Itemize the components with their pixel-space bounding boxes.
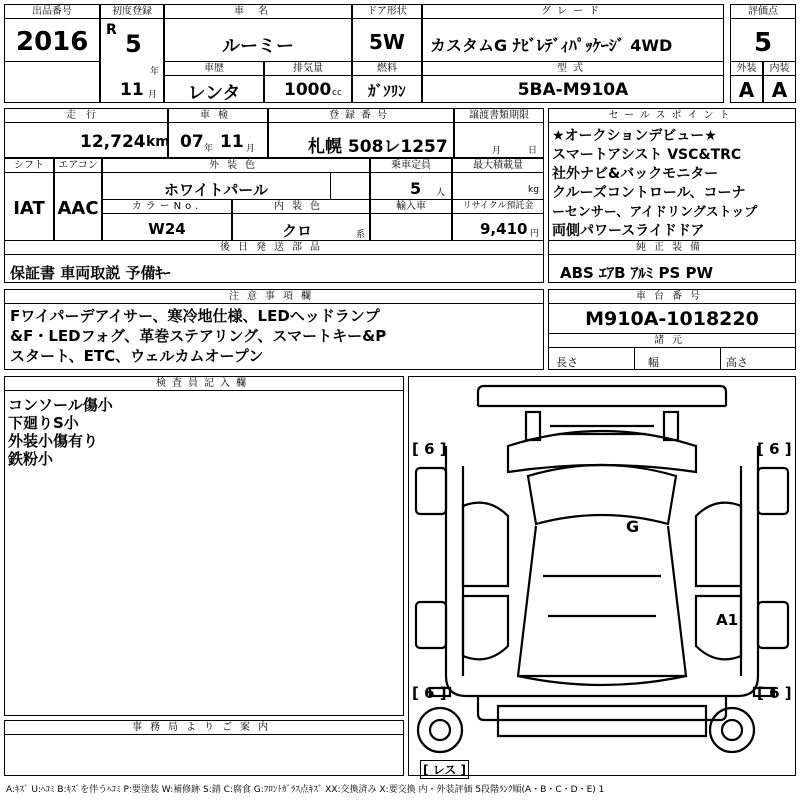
transfer-label: 譲渡書類期限 (454, 108, 544, 123)
history-label: 車歴 (164, 61, 264, 76)
grade-label: グレード (422, 4, 724, 19)
dims-width: 幅 (648, 356, 659, 369)
mileage-unit: km (146, 134, 170, 150)
lot-number: 2016 (16, 27, 89, 57)
inspection-month: 11 (220, 132, 244, 152)
notes-line: スタート、ETC、ウェルカムオープン (10, 347, 264, 365)
notes-label: 注意事項欄 (4, 289, 544, 304)
first-reg-era: R (106, 22, 117, 38)
ac-label: エアコン (54, 158, 102, 173)
mileage-value: 12,724 (80, 132, 146, 152)
sales-line: 社外ナビ&バックモニター (552, 166, 719, 182)
dims-divider-2 (720, 347, 721, 370)
inspector-line: 外装小傷有り (8, 432, 99, 450)
history-value: レンタ (187, 83, 241, 104)
model-value: 5BA-M910A (517, 80, 629, 100)
chassis-value: M910A-1018220 (585, 308, 759, 330)
equip-value: ABS ｴｱB ｱﾙﾐ PS PW (560, 264, 714, 282)
inspector-label: 検査員記入欄 (4, 376, 404, 391)
fuel-value: ｶﾞｿﾘﾝ (368, 82, 406, 100)
recycle-unit: 円 (530, 229, 540, 239)
plate-label: 登録番号 (268, 108, 454, 123)
dims-label: 諸元 (548, 333, 796, 348)
spare-tire-mark: [ レス ] (420, 760, 469, 779)
car-name: ルーミー (222, 36, 294, 57)
displacement-unit: cc (332, 88, 342, 98)
tire-front-left: [ 6 ] (412, 440, 447, 458)
transfer-month: 月 (492, 146, 502, 156)
first-reg-year: 5 (125, 30, 142, 58)
capacity-label: 乗車定員 (370, 158, 452, 173)
lot-lower-cell (4, 61, 100, 103)
load-unit: kg (528, 185, 539, 195)
dims-divider-1 (634, 347, 635, 370)
color-no-label: カラーNo. (102, 199, 232, 214)
first-reg-month: 11 (120, 80, 144, 100)
recycle-value: 9,410 (480, 220, 528, 238)
inspector-line: 鉄粉小 (8, 450, 54, 468)
later-parts-label: 後日発送部品 (4, 240, 544, 255)
notes-line: &F・LEDフォグ、革巻ステアリング、スマートキー&P (10, 327, 387, 345)
capacity-value: 5 (410, 179, 422, 198)
sales-line: ーセンサー、アイドリングストップ (552, 205, 758, 220)
color-value: ホワイトパール (164, 181, 268, 199)
first-reg-month-unit: 月 (148, 90, 158, 100)
later-parts-value: 保証書 車両取説 予備ｷｰ (10, 264, 171, 282)
exterior-label: 外装 (730, 61, 763, 76)
door-label: ドア形状 (352, 4, 422, 19)
grade-value: カスタムG ﾅﾋﾞﾚﾃﾞｨﾊﾟｯｹｰｼﾞ 4WD (430, 36, 673, 55)
door-value: 5W (369, 30, 405, 54)
lot-label: 出品番号 (4, 4, 100, 19)
sales-line: スマートアシスト VSC&TRC (552, 147, 742, 163)
car-name-label: 車名 (164, 4, 352, 19)
interior-value: A (771, 78, 788, 102)
office-label: 事務局よりご案内 (4, 720, 404, 735)
sales-label: セールスポイント (548, 108, 796, 123)
ac-value: AAC (57, 198, 99, 219)
recycle-label: リサイクル預託金 (452, 199, 544, 214)
interior-label: 内装 (763, 61, 796, 76)
damage-mark-g: G (626, 517, 640, 536)
fuel-label: 燃料 (352, 61, 422, 76)
tire-rear-right: [ 6 ] (757, 684, 792, 702)
car-diagram (408, 376, 796, 776)
sales-line: ★オークションデビュー★ (552, 128, 717, 144)
inspection-year: 07 (180, 132, 204, 152)
load-label: 最大積載量 (452, 158, 544, 173)
inspection-month-unit: 月 (246, 144, 256, 154)
inspector-line: コンソール傷小 (8, 396, 113, 414)
int-color-unit: 系 (356, 230, 366, 240)
score-value: 5 (753, 28, 773, 58)
transfer-day: 日 (528, 146, 538, 156)
model-label: 型式 (422, 61, 724, 76)
tire-rear-left: [ 6 ] (412, 684, 447, 702)
color-no-value: W24 (148, 220, 186, 238)
inspection-label: 車検 (168, 108, 268, 123)
color-inner-divider (330, 172, 331, 200)
chassis-label: 車台番号 (548, 289, 796, 304)
import-label: 輸入車 (370, 199, 452, 214)
dims-length: 長さ (556, 356, 578, 369)
dims-height: 高さ (726, 356, 748, 369)
plate-value: 札幌 508レ1257 (308, 137, 448, 157)
int-color-value: クロ (282, 222, 313, 240)
inspector-line: 下廻りS小 (8, 414, 79, 432)
inspection-year-unit: 年 (204, 144, 214, 154)
shift-value: IAT (13, 198, 45, 219)
damage-mark-a1: A1 (716, 611, 739, 629)
legend-text: A:ｷｽﾞ U:ﾍｺﾐ B:ｷｽﾞを伴うﾍｺﾐ P:要塗装 W:補修跡 S:錆 C:腐食 G:ﾌﾛﾝﾄｶﾞﾗｽ点ｷｽﾞ XX:交換済み X:要交換 内・外装評価 5段階ﾗﾝｸ順(A・B・C・D・E) 1 (6, 785, 605, 795)
displacement-value: 1000 (284, 80, 332, 100)
displacement-label: 排気量 (264, 61, 352, 76)
color-label: 外装色 (102, 158, 370, 173)
exterior-value: A (738, 78, 755, 102)
first-reg-year-unit: 年 (150, 67, 160, 77)
score-label: 評価点 (730, 4, 796, 19)
shift-label: シフト (4, 158, 54, 173)
notes-line: Fワイパーデアイサー、寒冷地仕様、LEDヘッドランプ (10, 307, 380, 325)
int-color-label: 内装色 (232, 199, 370, 214)
sales-line: クルーズコントロール、コーナ (552, 185, 746, 201)
tire-front-right: [ 6 ] (757, 440, 792, 458)
sales-line: 両側パワースライドドア (552, 223, 705, 239)
capacity-unit: 人 (436, 188, 446, 198)
first-reg-label: 初度登録 (100, 4, 164, 19)
mileage-label: 走行 (4, 108, 168, 123)
equip-label: 純正装備 (548, 240, 796, 255)
